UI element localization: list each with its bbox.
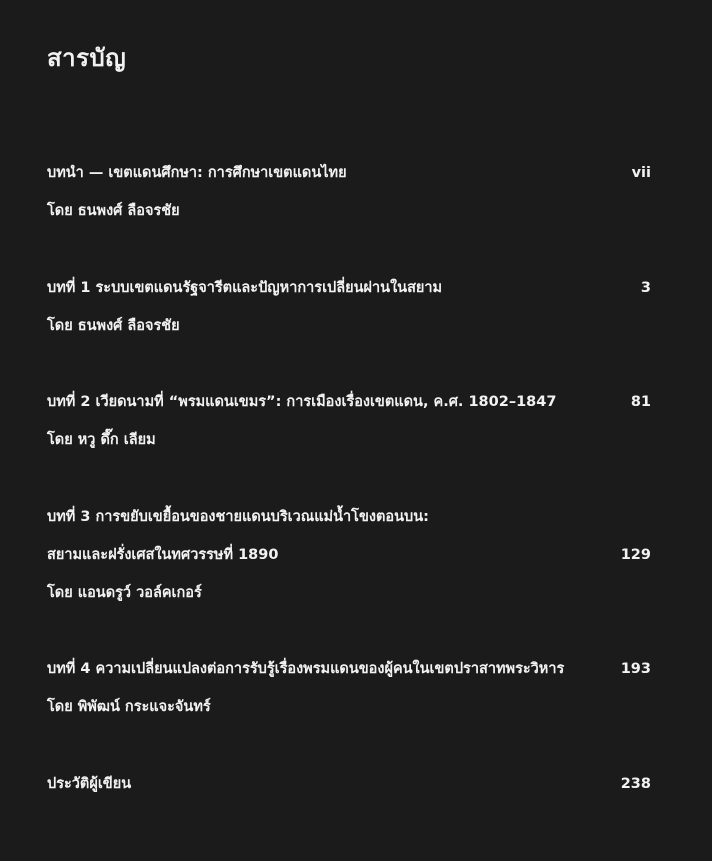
toc-entry-heading-continued: สยามและฝรั่งเศสในทศวรรษที่ 1890 — [47, 547, 279, 563]
toc-entry-heading: บทที่ 4 ความเปลี่ยนแปลงต่อการรับรู้เรื่องพรมแดนของผู้คนในเขตปราสาทพระวิหาร — [47, 661, 565, 677]
toc-entry-page: 129 — [620, 547, 651, 563]
toc-entry-page: 81 — [630, 394, 651, 410]
toc-entry-page: 193 — [620, 661, 651, 677]
author-name: โดย พิพัฒน์ กระแจะจันทร์ — [47, 699, 211, 715]
author-name: โดย แอนดรูว์ วอล์คเกอร์ — [47, 585, 202, 601]
author-name: โดย ธนพงศ์ ลือจรชัย — [47, 318, 180, 334]
toc-entry-page: 3 — [640, 280, 651, 296]
page-title: สารบัญ — [47, 44, 127, 72]
toc-entry-heading: ประวัติผู้เขียน — [47, 776, 132, 792]
author-name: โดย ธนพงศ์ ลือจรชัย — [47, 203, 180, 219]
toc-entry-heading: บทที่ 1 ระบบเขตแดนรัฐจารีตและปัญหาการเปลี่ยนผ่านในสยาม — [47, 280, 443, 296]
author-name: โดย หวู ดึ๊ก เลียม — [47, 432, 156, 448]
toc-entry-page: vii — [631, 165, 651, 181]
toc-entry-heading: บทนำ — เขตแดนศึกษา: การศึกษาเขตแดนไทย — [47, 165, 347, 181]
toc-entry-page: 238 — [620, 776, 651, 792]
toc-entry-heading: บทที่ 2 เวียดนามที่ “พรมแดนเขมร”: การเมืองเรื่องเขตแดน, ค.ศ. 1802–1847 — [47, 394, 557, 410]
toc-entry-heading: บทที่ 3 การขยับเขยื้อนของชายแดนบริเวณแม่น้ำโขงตอนบน: — [47, 509, 429, 525]
